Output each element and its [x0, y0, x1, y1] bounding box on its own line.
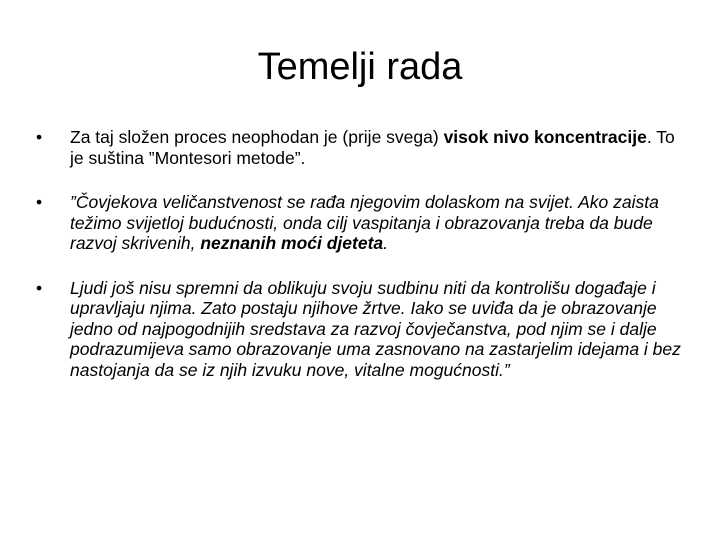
bullet-marker: • — [36, 277, 43, 298]
bullet-text-segment: Ljudi još nisu spremni da oblikuju svoju sudbinu niti da kontrolišu događaje i upravljaju njima. Zato postaju njihove žrtve. Iako se uviđa da je obrazovanje jedno od najpogodnijih sredstava za razvoj čovječanstva, pod njim se i dalje podrazumijeva samo obrazovanje uma zasnovano na zastarjelim idejama i bez nastojanja da se iz njih izvuku nove, vitalne mogućnosti.” — [70, 277, 681, 380]
bullet-text-segment: Za taj složen proces neophodan je (prije svega) — [70, 127, 444, 147]
bullet-text — [70, 192, 659, 253]
bullet-text — [70, 278, 681, 380]
bullet-list — [36, 127, 686, 380]
bullet-text-emphasis: neznanih moći djeteta — [200, 233, 384, 253]
slide-title: Temelji rada — [257, 46, 463, 88]
bullet-item-2 — [36, 192, 686, 254]
bullet-text-segment: ”Čovjekova veličanstvenost se rađa njegovim dolaskom na svijet. Ako zaista težimo svijetloj budućnosti, onda cilj vaspitanja i obrazovanja treba da bude razvoj skrivenih, — [70, 192, 659, 253]
bullet-text — [70, 127, 675, 168]
bullet-marker: • — [36, 127, 43, 147]
bullet-marker: • — [36, 192, 43, 212]
bullet-item-1 — [36, 127, 686, 168]
bullet-item-3 — [36, 278, 686, 381]
bullet-text-segment: . — [383, 233, 389, 253]
bullet-text-emphasis: visok nivo koncentracije — [443, 127, 647, 147]
bullet-text-segment: . To je suština ”Montesori metode”. — [70, 127, 675, 168]
